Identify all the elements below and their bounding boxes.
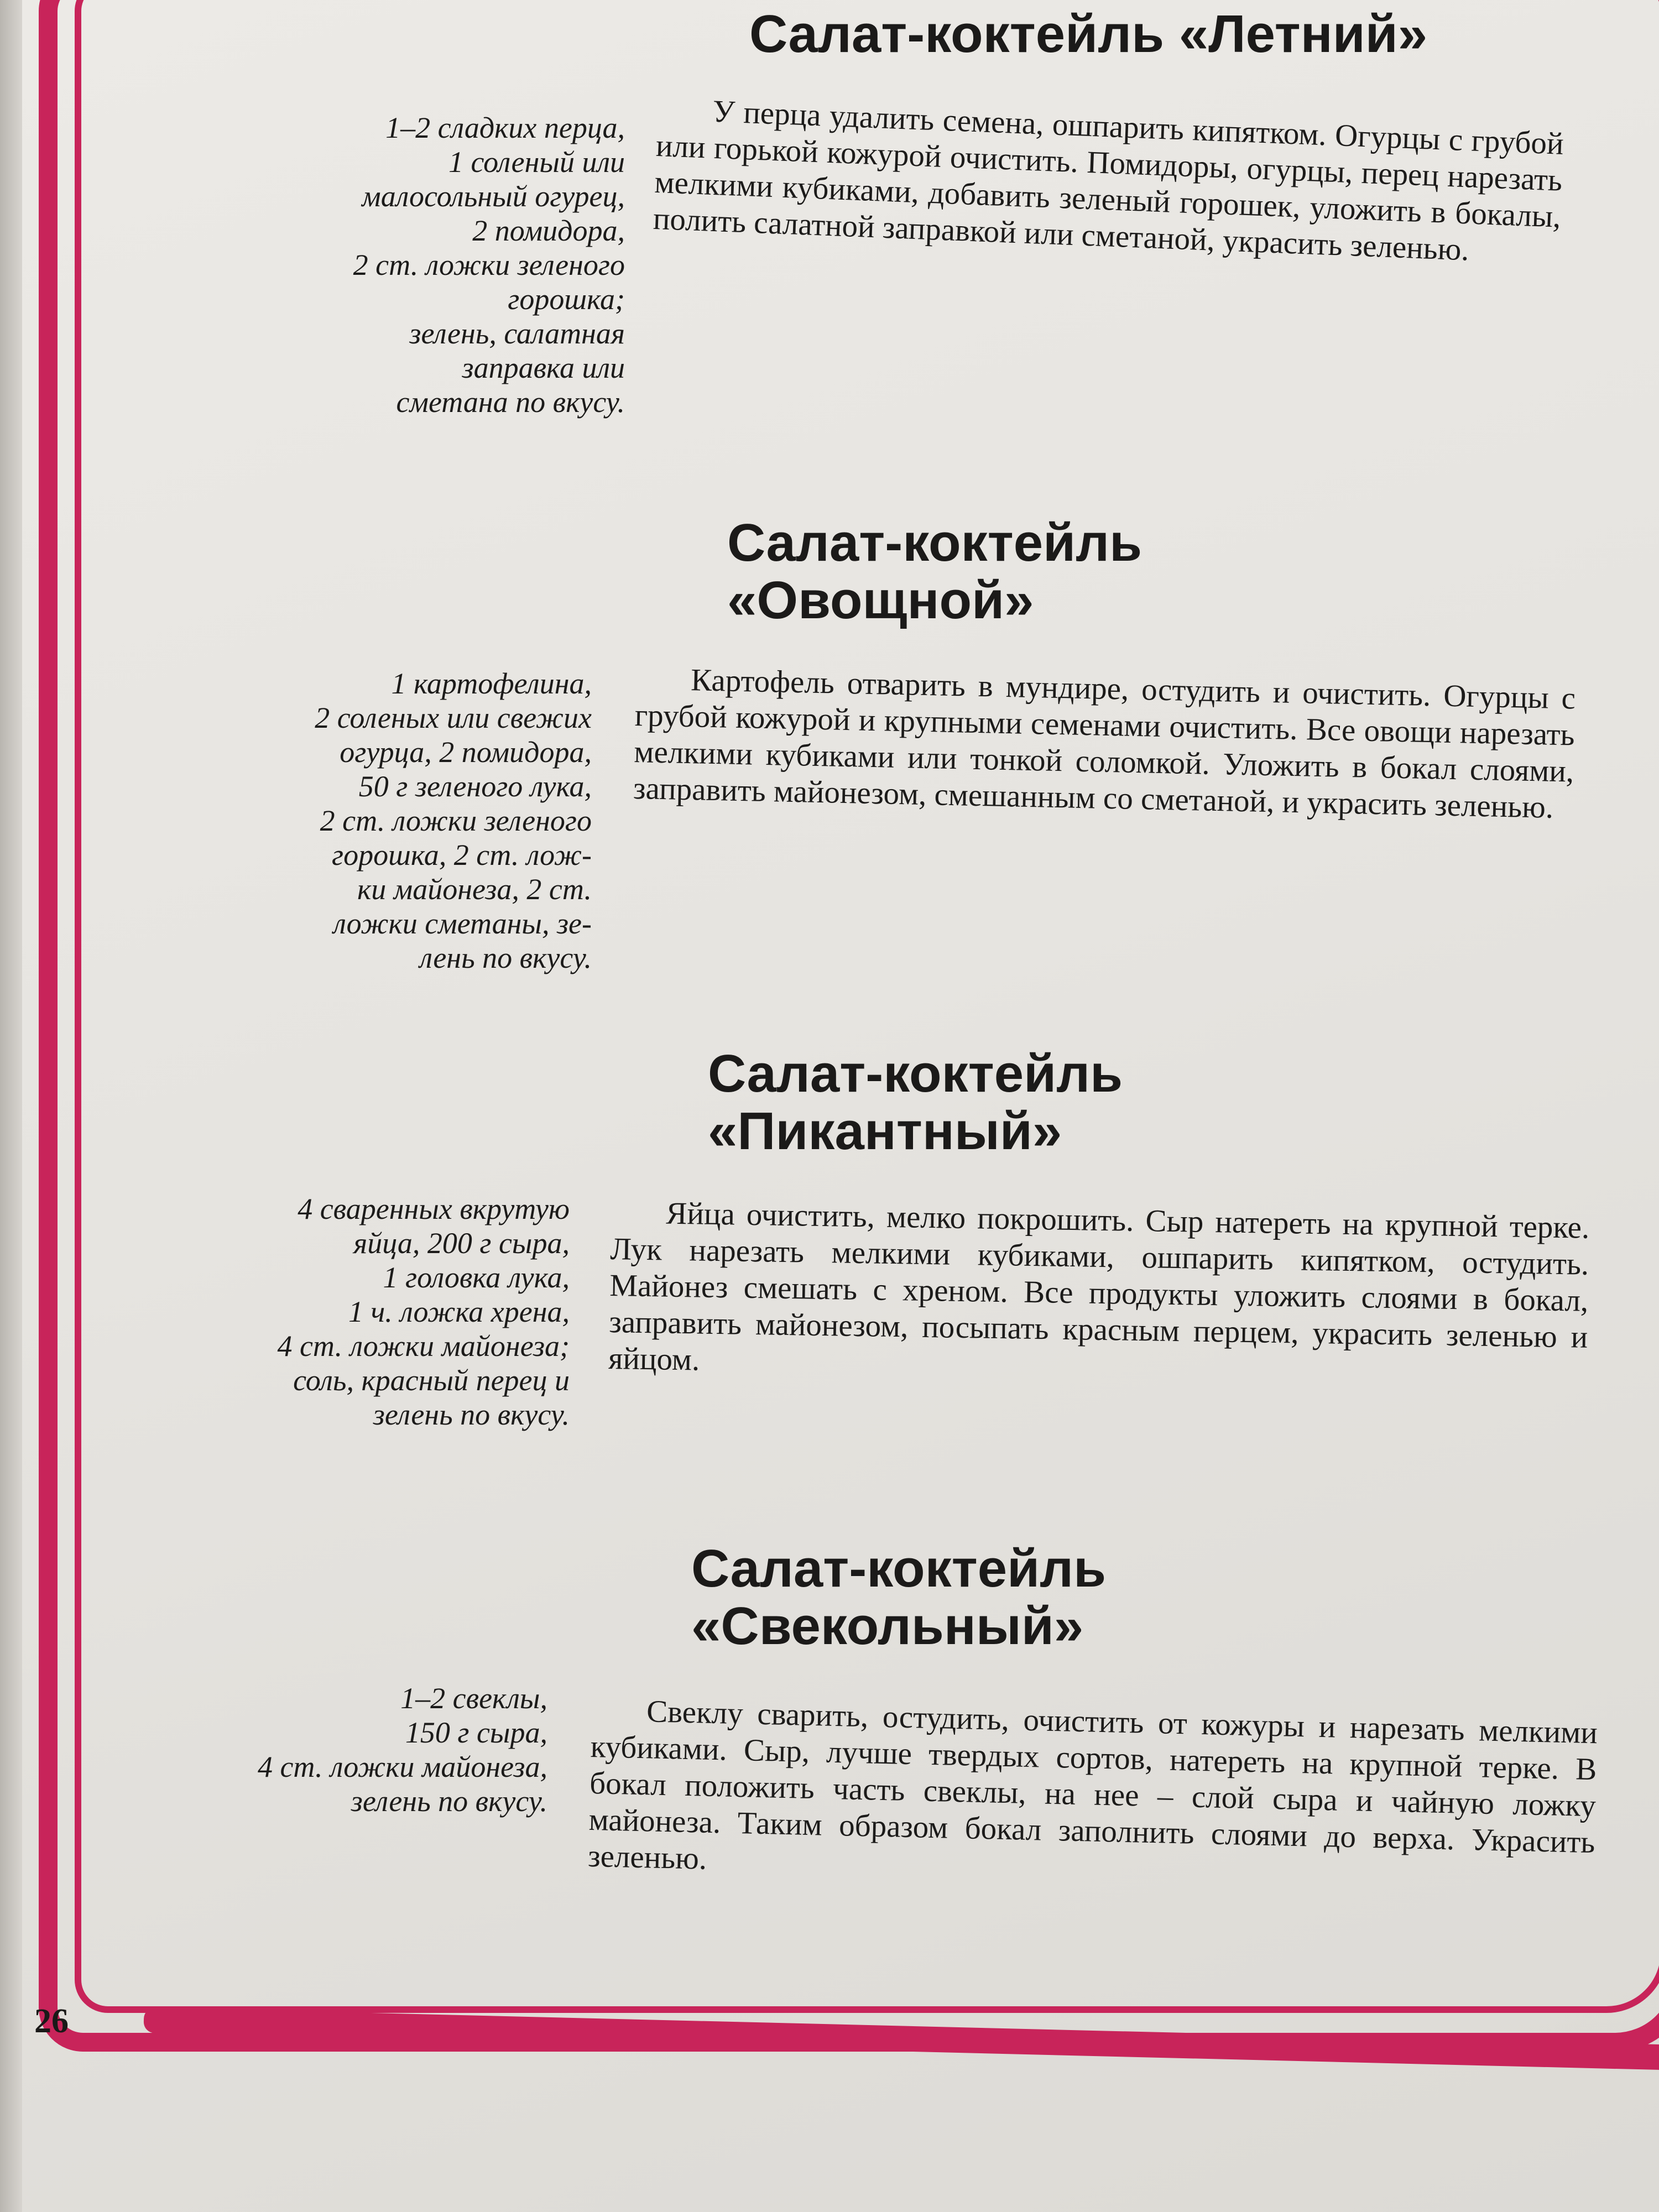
recipe-title-line1: Салат-коктейль «Летний» (749, 4, 1428, 64)
ingredient-line: 1 картофелина, (391, 667, 592, 700)
recipe-title-line2: «Овощной» (727, 571, 1034, 630)
ingredient-line: 4 ст. ложки майонеза, (257, 1750, 547, 1783)
ingredient-line: зелень по вкусу. (351, 1785, 547, 1818)
ingredient-line: горошка, 2 ст. лож- (332, 838, 592, 872)
ingredient-line: соль, красный перец и (293, 1364, 570, 1397)
ingredient-line: 1–2 свеклы, (400, 1682, 547, 1715)
recipe-title-line2: «Пикантный» (708, 1102, 1062, 1161)
ingredient-line: зелень по вкусу. (373, 1398, 570, 1431)
ingredient-line: лень по вкусу. (419, 941, 592, 974)
ingredient-line: сметана по вкусу. (396, 385, 625, 419)
recipe-title (749, 6, 1427, 63)
ingredient-line: 4 ст. ложки майонеза; (277, 1329, 570, 1363)
ingredient-line: зелень, салатная (409, 317, 625, 350)
ingredient-line: ложки сметаны, зе- (333, 907, 592, 940)
ingredient-line: 1 головка лука, (383, 1261, 570, 1294)
recipe-method: Свеклу сварить, остудить, очистить от кожуры и нарезать мелкими кубиками. Сыр, лучше твердых сортов, натереть на крупной терке. В бокал положить часть свеклы, на нее – слой сыра и чайную ложку майонеза. Таким образом бокал заполнить слоями до верха. Украсить зеленью. (587, 1694, 1598, 1876)
ingredient-line: 2 ст. ложки зеленого (353, 248, 625, 281)
ingredient-line: 2 помидора, (472, 214, 625, 247)
ingredient-line: ки майонеза, 2 ст. (357, 873, 592, 906)
ingredient-line: 1 ч. ложка хрена, (348, 1295, 570, 1328)
recipe-method: У перца удалить семена, ошпарить кипятком. Огурцы с грубой или горькой кожурой очистить. Помидоры, огурцы, перец нарезать мелкими кубиками, добавить зеленый горошек, уложить в бокалы, полить салатной заправкой или сметаной, украсить зеленью. (652, 93, 1564, 268)
ingredient-line: 1 соленый или (448, 145, 625, 179)
recipe-title-line1: Салат-коктейль (691, 1539, 1107, 1598)
ingredient-line: малосольный огурец, (362, 180, 625, 213)
page-number: 26 (34, 2002, 69, 2040)
ingredients-list (216, 666, 592, 975)
recipe-title (727, 514, 1142, 629)
recipe-method: Яйца очистить, мелко покрошить. Сыр натереть на крупной терке. Лук нарезать мелкими кубиками, ошпарить кипятком, остудить. Майонез смешать с хреном. Все продукты уложить слоями в бокал, заправить майонезом, посыпать красным перцем, украсить зеленью и яйцом. (608, 1196, 1590, 1378)
ingredient-line: горошка; (508, 283, 625, 316)
recipe-title-line2: «Свекольный» (691, 1597, 1084, 1656)
ingredient-line: яйца, 200 г сыра, (353, 1227, 570, 1260)
recipe-title (708, 1045, 1123, 1160)
ingredient-line: 1–2 сладких перца, (385, 111, 625, 144)
ingredient-line: огурца, 2 помидора, (340, 735, 592, 769)
ingredient-line: 50 г зеленого лука, (358, 770, 592, 803)
ingredient-line: 2 ст. ложки зеленого (320, 804, 592, 837)
recipe-method: Картофель отварить в мундире, остудить и очистить. Огурцы с грубой кожурой и крупными семенами очистить. Все овощи нарезать мелкими кубиками или тонкой соломкой. Уложить в бокал слоями, заправить майонезом, смешанным со сметаной, и украсить зеленью. (633, 662, 1576, 825)
ingredient-line: 150 г сыра, (405, 1716, 547, 1749)
recipe-title (691, 1540, 1106, 1655)
recipe-title-line1: Салат-коктейль (727, 513, 1142, 572)
ingredient-line: 2 соленых или свежих (315, 701, 592, 734)
ingredient-line: 4 сваренных вкрутую (298, 1192, 570, 1225)
ingredient-line: заправка или (462, 351, 625, 384)
ingredients-list (177, 1192, 570, 1432)
recipe-title-line1: Салат-коктейль (708, 1044, 1123, 1103)
ingredients-list (260, 111, 625, 419)
ingredients-list (155, 1681, 547, 1818)
